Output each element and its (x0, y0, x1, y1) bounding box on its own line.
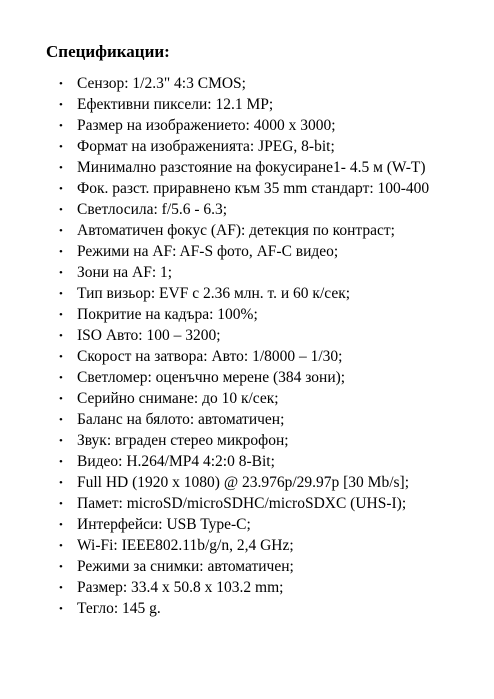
spec-text: Зони на AF: 1; (77, 264, 173, 281)
bullet-icon: • (59, 183, 63, 195)
page-title: Спецификации: (46, 42, 170, 61)
spec-text: Фок. разст. приравнено към 35 mm стандарт: 100-400 (77, 180, 430, 197)
spec-text: ISO Авто: 100 – 3200; (77, 327, 221, 344)
spec-text: Тип визьор: EVF с 2.36 млн. т. и 60 к/сек; (77, 285, 351, 302)
spec-text: Интерфейси: USB Type-C; (77, 516, 251, 533)
bullet-icon: • (59, 414, 63, 426)
bullet-icon: • (59, 603, 63, 615)
list-item (46, 73, 429, 94)
spec-text: Видео: H.264/MP4 4:2:0 8-Bit; (77, 453, 275, 470)
list-item (46, 157, 429, 178)
spec-text: Баланс на бялото: автоматичен; (77, 411, 285, 428)
bullet-icon: • (59, 267, 63, 279)
bullet-icon: • (59, 162, 63, 174)
list-item (46, 220, 429, 241)
spec-list (46, 73, 429, 619)
spec-text: Автоматичен фокус (AF): детекция по контраст; (77, 222, 395, 239)
bullet-icon: • (59, 498, 63, 510)
spec-text: Режими за снимки: автоматичен; (77, 558, 294, 575)
list-item (46, 577, 429, 598)
spec-text: Покритие на кадъра: 100%; (77, 306, 258, 323)
bullet-icon: • (59, 78, 63, 90)
spec-text: Ефективни пиксели: 12.1 MP; (77, 96, 274, 113)
bullet-icon: • (59, 309, 63, 321)
spec-text: Full HD (1920 x 1080) @ 23.976p/29.97p [30 Mb/s]; (77, 474, 410, 491)
spec-text: Серийно снимане: до 10 к/сек; (77, 390, 279, 407)
list-item (46, 325, 429, 346)
spec-text: Режими на AF: AF-S фото, AF-C видео; (77, 243, 339, 260)
bullet-icon: • (59, 393, 63, 405)
list-item (46, 178, 429, 199)
bullet-icon: • (59, 456, 63, 468)
list-item (46, 409, 429, 430)
spec-text: Тегло: 145 g. (77, 600, 161, 617)
bullet-icon: • (59, 330, 63, 342)
bullet-icon: • (59, 519, 63, 531)
spec-text: Формат на изображенията: JPEG, 8-bit; (77, 138, 335, 155)
bullet-icon: • (59, 540, 63, 552)
list-item (46, 136, 429, 157)
list-item (46, 367, 429, 388)
bullet-icon: • (59, 204, 63, 216)
spec-text: Минимално разстояние на фокусиране1- 4.5 м (W-T) (77, 159, 426, 176)
list-item (46, 262, 429, 283)
list-item (46, 241, 429, 262)
bullet-icon: • (59, 477, 63, 489)
list-item (46, 535, 429, 556)
list-item (46, 598, 429, 619)
bullet-icon: • (59, 561, 63, 573)
spec-text: Светлосила: f/5.6 - 6.3; (77, 201, 228, 218)
spec-text: Звук: вграден стерео микрофон; (77, 432, 289, 449)
spec-text: Размер на изображението: 4000 x 3000; (77, 117, 336, 134)
list-item (46, 430, 429, 451)
list-item (46, 346, 429, 367)
list-item (46, 304, 429, 325)
list-item (46, 199, 429, 220)
list-item (46, 514, 429, 535)
list-item (46, 94, 429, 115)
bullet-icon: • (59, 225, 63, 237)
bullet-icon: • (59, 351, 63, 363)
list-item (46, 451, 429, 472)
spec-text: Wi-Fi: IEEE802.11b/g/n, 2,4 GHz; (77, 537, 294, 554)
bullet-icon: • (59, 141, 63, 153)
bullet-icon: • (59, 435, 63, 447)
bullet-icon: • (59, 246, 63, 258)
list-item (46, 283, 429, 304)
list-item (46, 556, 429, 577)
spec-text: Светломер: оценъчно мерене (384 зони); (77, 369, 346, 386)
bullet-icon: • (59, 372, 63, 384)
list-item (46, 115, 429, 136)
bullet-icon: • (59, 99, 63, 111)
bullet-icon: • (59, 120, 63, 132)
spec-text: Памет: microSD/microSDHC/microSDXC (UHS-I); (77, 495, 407, 512)
list-item (46, 493, 429, 514)
spec-text: Сензор: 1/2.3" 4:3 CMOS; (77, 75, 246, 92)
list-item (46, 388, 429, 409)
spec-text: Размер: 33.4 x 50.8 x 103.2 mm; (77, 579, 284, 596)
spec-text: Скорост на затвора: Авто: 1/8000 – 1/30; (77, 348, 343, 365)
list-item (46, 472, 429, 493)
bullet-icon: • (59, 288, 63, 300)
bullet-icon: • (59, 582, 63, 594)
